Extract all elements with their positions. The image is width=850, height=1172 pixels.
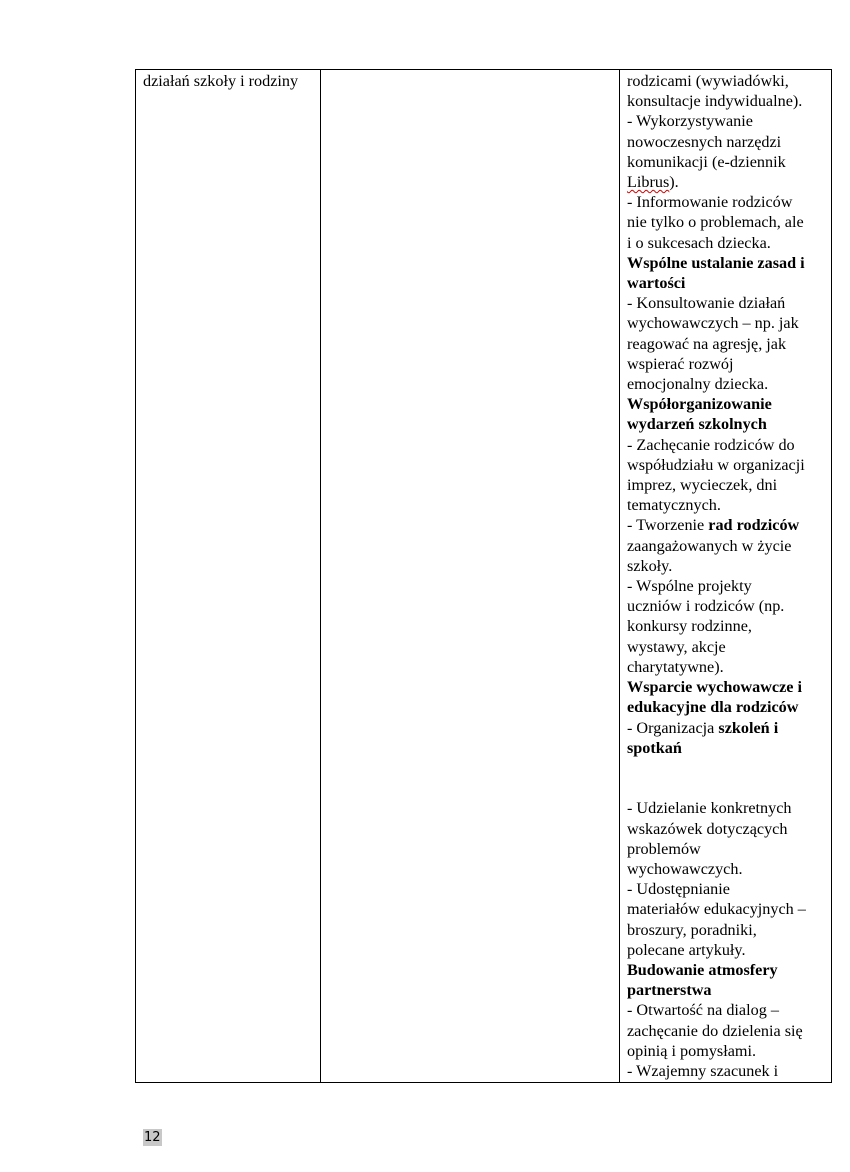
text-line	[627, 172, 824, 192]
table-row	[136, 70, 832, 1083]
text-line: materiałów edukacyjnych –	[627, 900, 806, 919]
bold-line: spotkań	[627, 738, 682, 757]
text-line: - Konsultowanie działań	[627, 294, 786, 313]
text-line: szkoły.	[627, 556, 673, 575]
cell-actions	[620, 70, 832, 1083]
text-line: konsultacje indywidualne).	[627, 92, 803, 111]
text-line: - Udostępnianie	[627, 880, 730, 899]
text-line: tematycznych.	[627, 496, 721, 515]
section-heading: wartości	[627, 274, 686, 293]
section-heading: Budowanie atmosfery	[627, 960, 778, 979]
text-line: - Otwartość na dialog –	[627, 1001, 779, 1020]
text-line: broszury, poradniki,	[627, 920, 757, 939]
bold-fragment: szkoleń i	[718, 718, 779, 737]
text-line: - Udzielanie konkretnych	[627, 799, 792, 818]
text-line: reagować na agresję, jak	[627, 334, 787, 353]
text-line: komunikacji (e-dziennik	[627, 152, 786, 171]
text-line: rodzicami (wywiadówki,	[627, 72, 789, 90]
text-line: wychowawczych.	[627, 859, 743, 878]
section-heading: Wsparcie wychowawcze i	[627, 678, 803, 697]
text-line: nie tylko o problemach, ale	[627, 213, 804, 232]
text-line	[627, 718, 824, 738]
text-line: - Zachęcanie rodziców do	[627, 435, 795, 454]
text-line: uczniów i rodziców (np.	[627, 597, 785, 616]
text-line: zachęcanie do dzielenia się	[627, 1021, 803, 1040]
text-line: konkursy rodzinne,	[627, 617, 752, 636]
text-line: i o sukcesach dziecka.	[627, 233, 771, 252]
text-line: wychowawczych – np. jak	[627, 314, 799, 333]
text-line: zaangażowanych w życie	[627, 536, 792, 555]
text-line: opinią i pomysłami.	[627, 1041, 757, 1060]
text-line: charytatywne).	[627, 657, 724, 676]
text-fragment: - Organizacja	[627, 718, 719, 737]
section-heading: partnerstwa	[627, 981, 712, 1000]
text-line: - Wspólne projekty	[627, 577, 752, 596]
section-heading: edukacyjne dla rodziców	[627, 698, 799, 717]
cell-middle	[321, 70, 620, 1083]
blank-space	[627, 758, 824, 798]
text-line: problemów	[627, 839, 701, 858]
text-line: wspierać rozwój	[627, 354, 734, 373]
spellcheck-word[interactable]: Librus	[627, 173, 670, 192]
text-line: imprez, wycieczek, dni	[627, 476, 778, 495]
text-fragment: - Tworzenie	[627, 516, 709, 535]
text-line: - Wzajemny szacunek i	[627, 1061, 779, 1080]
text-line: wskazówek dotyczących	[627, 819, 788, 838]
text-line: nowoczesnych narzędzi	[627, 132, 782, 151]
text-line: polecane artykuły.	[627, 940, 746, 959]
section-heading: wydarzeń szkolnych	[627, 415, 767, 434]
section-heading: Wspólne ustalanie zasad i	[627, 253, 805, 272]
section-heading: Współorganizowanie	[627, 395, 772, 414]
text-line: - Informowanie rodziców	[627, 193, 793, 212]
bold-fragment: rad rodziców	[708, 516, 800, 535]
text-line	[627, 515, 824, 535]
text-line: wystawy, akcje	[627, 637, 726, 656]
area-text: działań szkoły i rodziny	[143, 72, 299, 90]
text-line: - Wykorzystywanie	[627, 112, 753, 131]
content-table	[135, 69, 832, 1083]
page-number: 12	[144, 1130, 161, 1145]
text-fragment: ).	[669, 173, 679, 192]
text-line: współudziału w organizacji	[627, 455, 805, 474]
text-line: emocjonalny dziecka.	[627, 375, 769, 394]
cell-area	[136, 70, 321, 1083]
